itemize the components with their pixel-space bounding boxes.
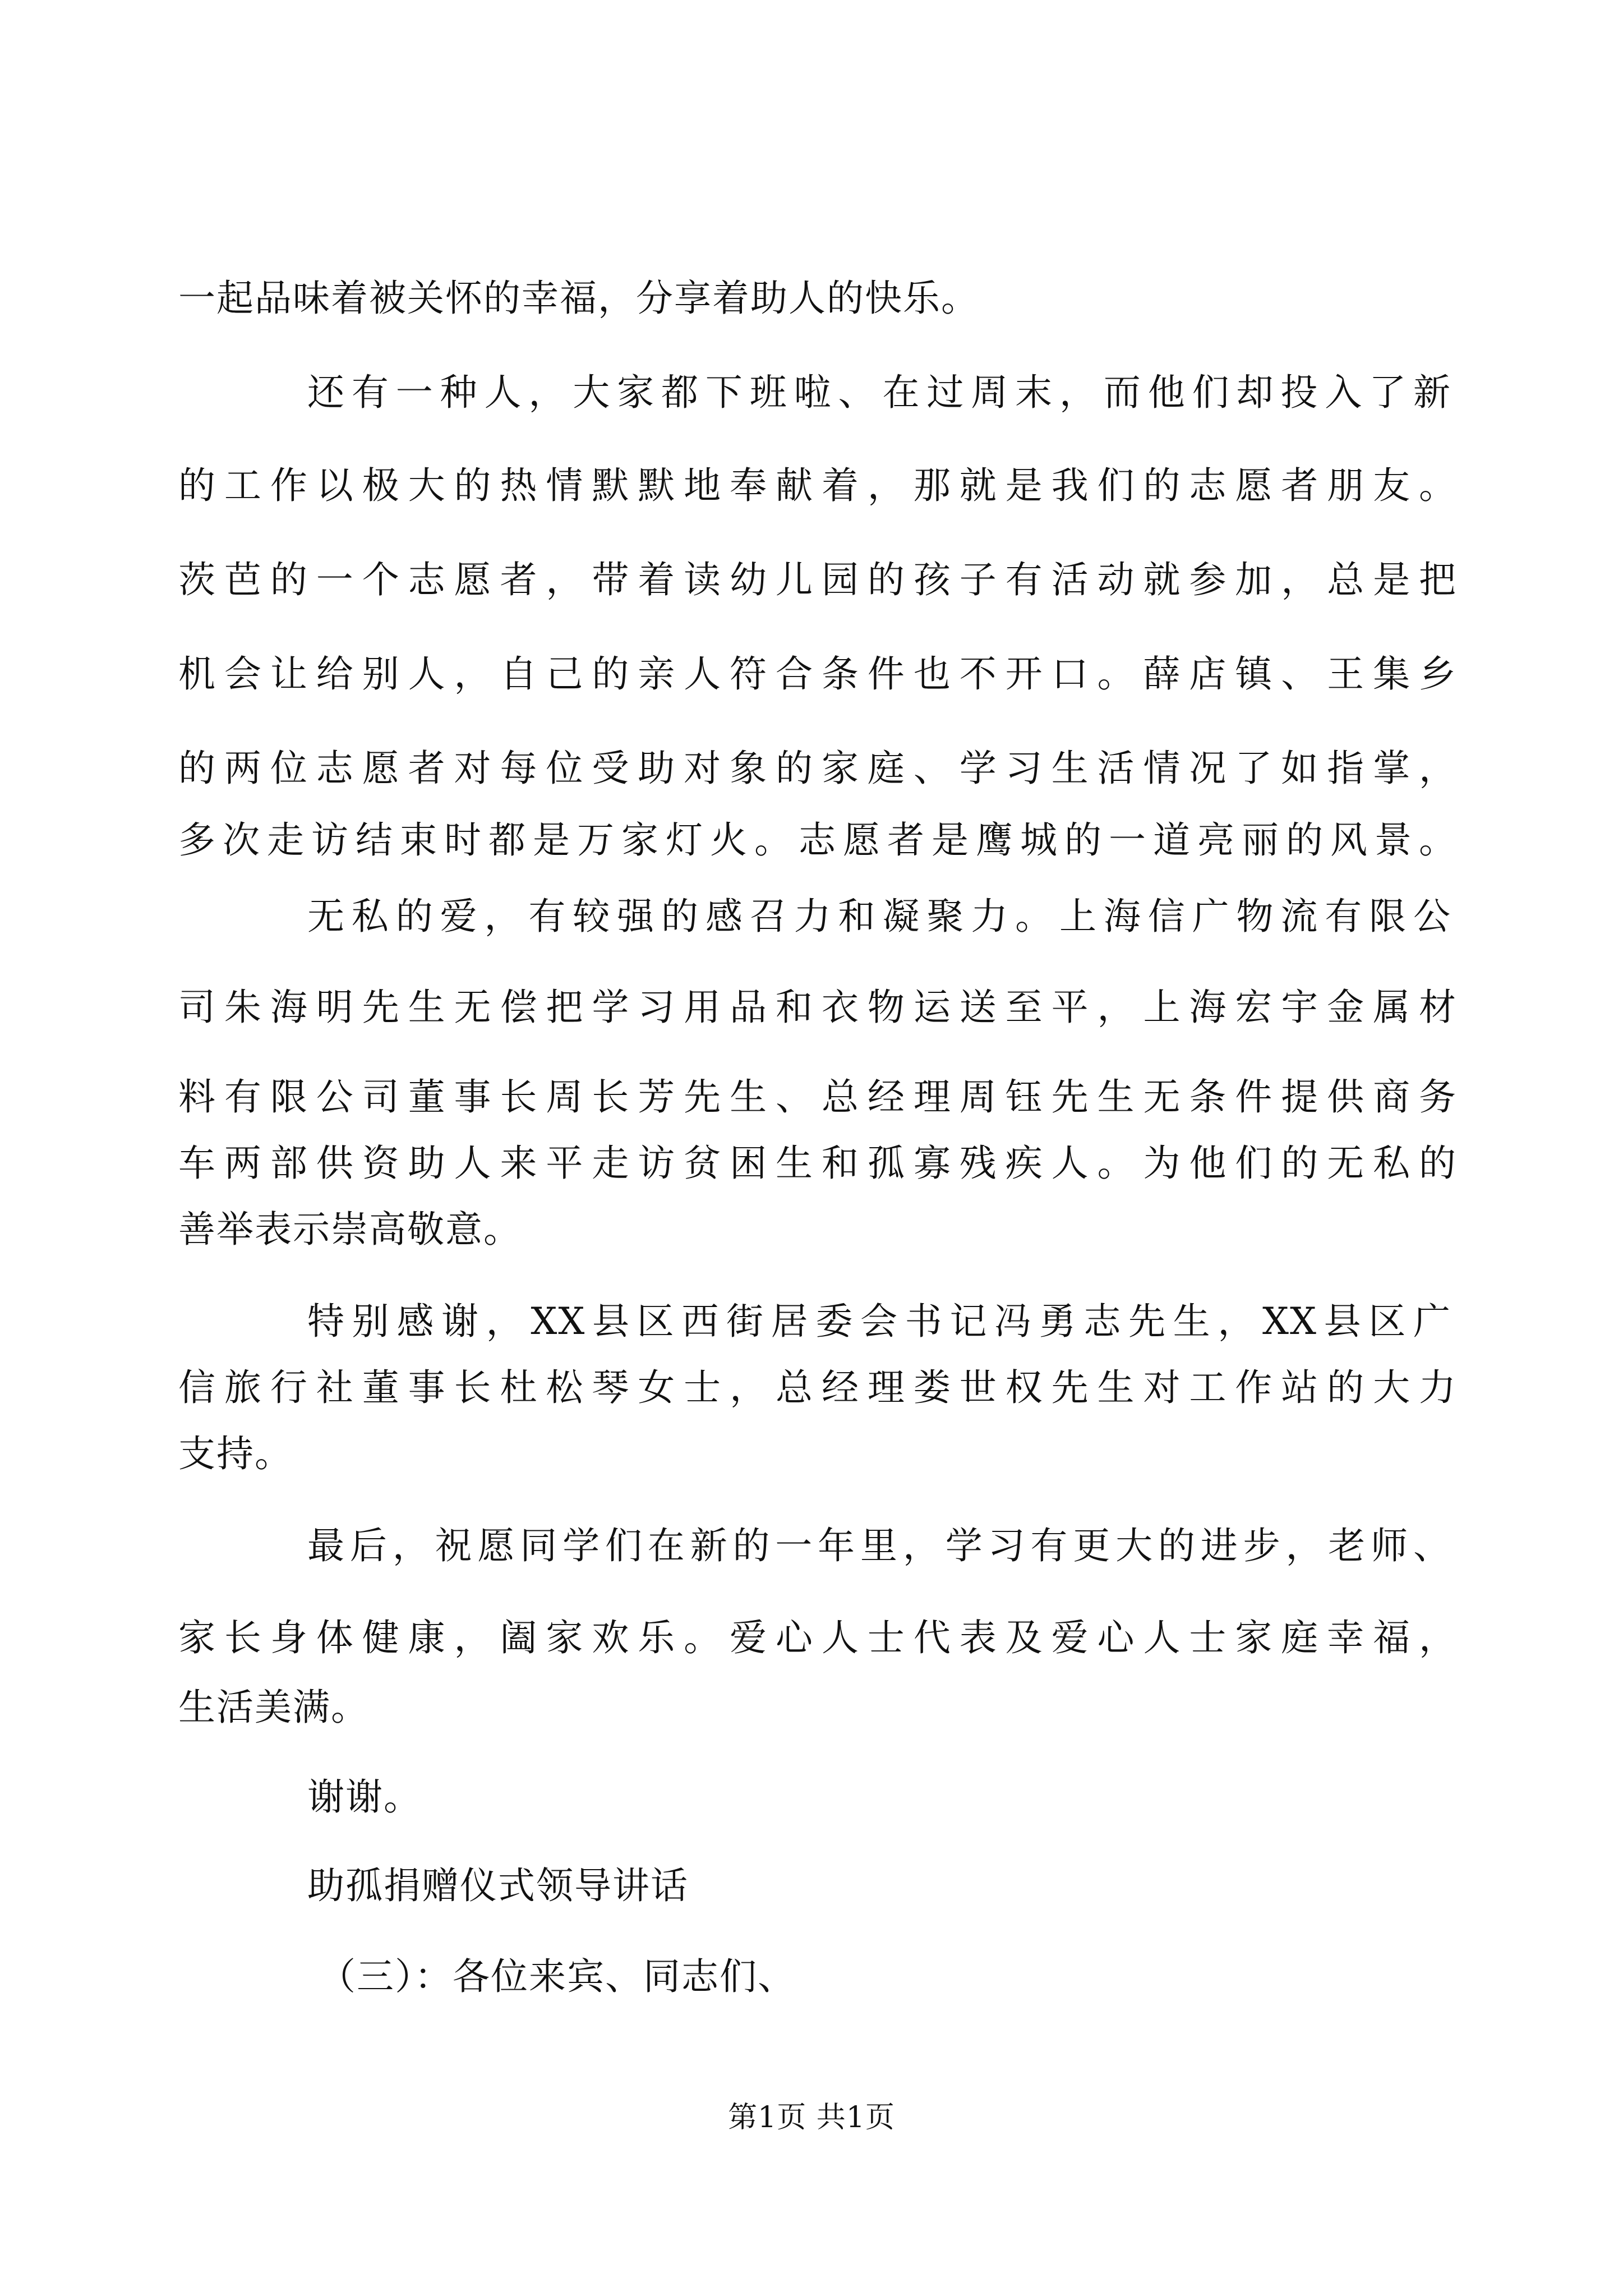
paragraph-line: 家长身体健康，阖家欢乐。爱心人士代表及爱心人士家庭幸福， <box>178 1616 1457 1659</box>
paragraph-line: （三）：各位来宾、同志们、 <box>319 1955 796 1998</box>
paragraph-line: 生活美满。 <box>178 1686 369 1729</box>
paragraph-line: 无私的爱，有较强的感召力和凝聚力。上海信广物流有限公 <box>307 895 1451 938</box>
paragraph-line: 料有限公司董事长周长芳先生、总经理周钰先生无条件提供商务 <box>178 1075 1457 1119</box>
paragraph-line: 信旅行社董事长杜松琴女士，总经理娄世权先生对工作站的大力 <box>178 1366 1457 1409</box>
paragraph-line: 特别感谢，XX县区西街居委会书记冯勇志先生，XX县区广 <box>307 1300 1451 1343</box>
paragraph-line: 支持。 <box>178 1432 293 1475</box>
paragraph-line: 最后，祝愿同学们在新的一年里，学习有更大的进步，老师、 <box>307 1524 1451 1567</box>
paragraph-line: 茨芭的一个志愿者，带着读幼儿园的孩子有活动就参加，总是把 <box>178 558 1457 601</box>
paragraph-line: 的工作以极大的热情默默地奉献着，那就是我们的志愿者朋友。 <box>178 464 1457 507</box>
paragraph-line: 善举表示崇高敬意。 <box>178 1208 522 1251</box>
paragraph-line: 多次走访结束时都是万家灯火。志愿者是鹰城的一道亮丽的风景。 <box>178 818 1457 862</box>
paragraph-line: 还有一种人，大家都下班啦、在过周末，而他们却投入了新 <box>307 371 1451 414</box>
paragraph-line: 的两位志愿者对每位受助对象的家庭、学习生活情况了如指掌， <box>178 747 1457 790</box>
paragraph-line: 司朱海明先生无偿把学习用品和衣物运送至平，上海宏宇金属材 <box>178 986 1457 1029</box>
page-footer: 第1页 共1页 <box>728 2101 895 2134</box>
paragraph-line: 车两部供资助人来平走访贫困生和孤寡残疾人。为他们的无私的 <box>178 1142 1457 1185</box>
section-heading: 助孤捐赠仪式领导讲话 <box>307 1864 689 1907</box>
paragraph-line: 谢谢。 <box>307 1775 422 1819</box>
paragraph-line: 一起品味着被关怀的幸福，分享着助人的快乐。 <box>178 277 979 320</box>
paragraph-line: 机会让给别人，自己的亲人符合条件也不开口。薛店镇、王集乡 <box>178 652 1457 696</box>
